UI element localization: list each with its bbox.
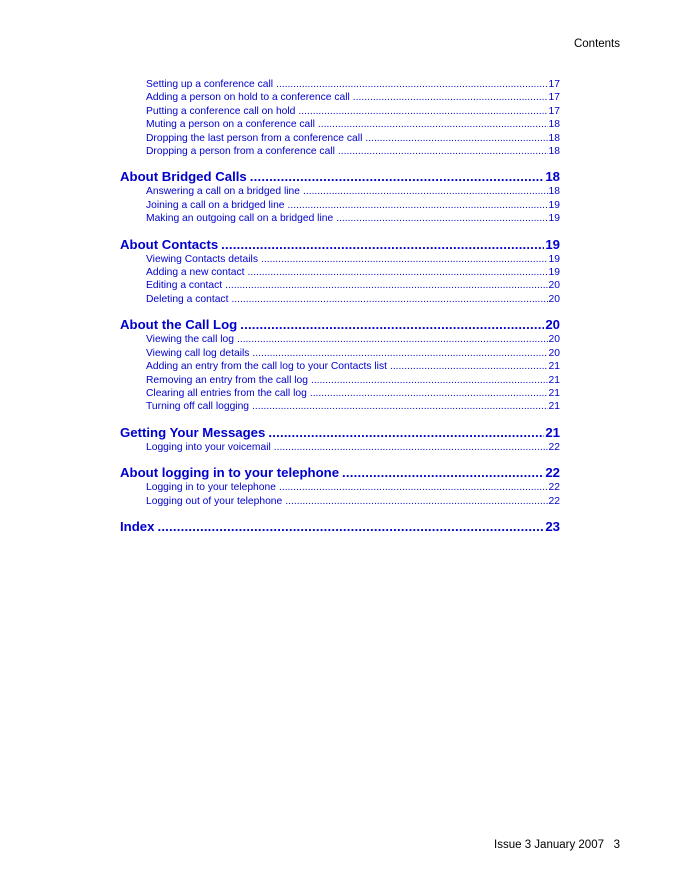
dot-leader — [247, 266, 547, 279]
toc-entry-title: Logging in to your telephone — [146, 482, 276, 494]
dot-leader — [261, 253, 548, 266]
toc-page-number: 17 — [548, 79, 560, 90]
toc-page-number: 19 — [545, 236, 560, 252]
toc-chapter-link[interactable] — [120, 168, 560, 185]
header-title: Contents — [573, 38, 620, 50]
toc-entry-link[interactable] — [120, 91, 560, 104]
toc-entry-title: Viewing the call log — [146, 334, 234, 346]
dot-leader — [240, 316, 544, 333]
toc-entry-link[interactable] — [120, 374, 560, 387]
toc-entry-link[interactable] — [120, 333, 560, 346]
toc-chapter-link[interactable] — [120, 464, 560, 481]
toc-chapter-link[interactable] — [120, 518, 560, 535]
footer-issue: Issue 3 January 2007 — [494, 839, 604, 851]
dot-leader — [225, 279, 547, 292]
toc-page-number: 23 — [545, 518, 560, 534]
toc-page-number: 21 — [548, 387, 560, 399]
toc-chapter-title: About Contacts — [120, 236, 219, 252]
dot-leader — [274, 441, 548, 454]
toc-chapter-title: Getting Your Messages — [120, 424, 266, 440]
toc-chapter-title: Index — [120, 518, 155, 534]
toc-entry-link[interactable] — [120, 212, 560, 225]
dot-leader — [390, 360, 548, 373]
toc-page-number: 18 — [548, 186, 560, 198]
toc-chapter-title: About the Call Log — [120, 317, 238, 333]
toc-page-number: 18 — [548, 132, 560, 144]
toc-entry-link[interactable] — [120, 253, 560, 266]
toc-page-number: 21 — [548, 361, 560, 373]
toc-entry-link[interactable] — [120, 387, 560, 400]
toc-entry-title: Adding a person on hold to a conference call — [146, 92, 350, 104]
page-header — [574, 38, 620, 50]
dot-leader — [252, 347, 547, 360]
dot-leader — [311, 374, 548, 387]
toc-entry-link[interactable] — [120, 360, 560, 373]
toc-entry-link[interactable] — [120, 105, 560, 118]
toc-entry-link[interactable] — [120, 293, 560, 306]
toc-entry-title: Deleting a contact — [146, 293, 229, 305]
toc-page-number: 20 — [548, 347, 560, 359]
toc-page-number: 22 — [548, 441, 560, 453]
dot-leader — [342, 464, 544, 481]
dot-leader — [298, 105, 547, 118]
toc-chapter-link[interactable] — [120, 236, 560, 253]
toc-entry-title: Editing a contact — [146, 280, 223, 292]
toc-entry-title: Dropping the last person from a conference call — [146, 132, 363, 144]
dot-leader — [318, 118, 548, 131]
toc-page-number: 22 — [545, 465, 560, 481]
toc-entry-title: Adding an entry from the call log to your Contacts list — [146, 361, 387, 373]
toc-entry-title: Making an outgoing call on a bridged line — [146, 213, 334, 225]
toc-chapter-title: About Bridged Calls — [120, 169, 247, 185]
dot-leader — [285, 495, 547, 508]
dot-leader — [276, 78, 547, 91]
toc-page-number: 18 — [548, 119, 560, 131]
dot-leader — [268, 424, 544, 441]
toc-entry-link[interactable] — [120, 481, 560, 494]
toc-entry-link[interactable] — [120, 347, 560, 360]
toc-page-number: 20 — [548, 280, 560, 292]
dot-leader — [237, 333, 548, 346]
toc-entry-title: Viewing Contacts details — [146, 253, 258, 265]
dot-leader — [303, 185, 548, 198]
dot-leader — [336, 212, 547, 225]
toc-entry-link[interactable] — [120, 441, 560, 454]
toc-entry-link[interactable] — [120, 279, 560, 292]
toc-page-number: 22 — [548, 495, 560, 507]
table-of-contents — [120, 78, 560, 545]
dot-leader — [310, 387, 548, 400]
toc-page-number: 22 — [548, 482, 560, 494]
toc-entry-title: Adding a new contact — [146, 267, 245, 279]
toc-chapter-link[interactable] — [120, 424, 560, 441]
toc-entry-link[interactable] — [120, 266, 560, 279]
toc-page-number: 17 — [548, 105, 560, 117]
dot-leader — [231, 293, 547, 306]
toc-entry-link[interactable] — [120, 400, 560, 413]
toc-page-number: 20 — [548, 334, 560, 346]
toc-entry-title: Setting up a conference call — [146, 79, 274, 90]
toc-section — [120, 464, 560, 508]
toc-page-number: 19 — [548, 199, 560, 211]
toc-entry-link[interactable] — [120, 145, 560, 158]
toc-entry-title: Clearing all entries from the call log — [146, 387, 307, 399]
toc-entry-link[interactable] — [120, 495, 560, 508]
toc-page-number: 18 — [545, 169, 560, 185]
toc-entry-title: Answering a call on a bridged line — [146, 186, 300, 198]
dot-leader — [288, 199, 548, 212]
toc-page-number: 21 — [545, 424, 560, 440]
dot-leader — [221, 236, 544, 253]
toc-entry-title: Dropping a person from a conference call — [146, 146, 335, 158]
toc-entry-title: Logging out of your telephone — [146, 495, 283, 507]
dot-leader — [250, 168, 545, 185]
toc-section — [120, 236, 560, 307]
dot-leader — [338, 145, 548, 158]
toc-page-number: 19 — [548, 213, 560, 225]
toc-entry-link[interactable] — [120, 132, 560, 145]
dot-leader — [353, 91, 548, 104]
toc-page-number: 21 — [548, 401, 560, 413]
toc-entry-title: Putting a conference call on hold — [146, 105, 296, 117]
toc-page-number: 20 — [548, 293, 560, 305]
toc-entry-title: Logging into your voicemail — [146, 441, 271, 453]
page-footer — [494, 839, 620, 851]
dot-leader — [157, 518, 544, 535]
toc-page-number: 20 — [545, 317, 560, 333]
dot-leader — [279, 481, 548, 494]
footer-page-number: 3 — [613, 839, 620, 851]
toc-section — [120, 518, 560, 535]
toc-entry-link[interactable] — [120, 185, 560, 198]
toc-entry-title: Joining a call on a bridged line — [146, 199, 285, 211]
dot-leader — [252, 400, 547, 413]
toc-chapter-link[interactable] — [120, 316, 560, 333]
toc-page-number: 17 — [548, 92, 560, 104]
toc-chapter-title: About logging in to your telephone — [120, 465, 340, 481]
toc-section — [120, 424, 560, 454]
toc-entry-link[interactable] — [120, 78, 560, 91]
toc-page-number: 18 — [548, 146, 560, 158]
toc-entry-title: Turning off call logging — [146, 401, 250, 413]
toc-page-number: 19 — [548, 267, 560, 279]
toc-entry-title: Viewing call log details — [146, 347, 250, 359]
toc-entry-link[interactable] — [120, 199, 560, 212]
toc-entry-title: Removing an entry from the call log — [146, 374, 308, 386]
toc-section — [120, 316, 560, 413]
toc-entry-title: Muting a person on a conference call — [146, 119, 315, 131]
toc-section — [120, 168, 560, 225]
toc-page-number: 19 — [548, 253, 560, 265]
toc-section — [120, 78, 560, 158]
toc-entry-link[interactable] — [120, 118, 560, 131]
toc-page-number: 21 — [548, 374, 560, 386]
dot-leader — [365, 132, 547, 145]
